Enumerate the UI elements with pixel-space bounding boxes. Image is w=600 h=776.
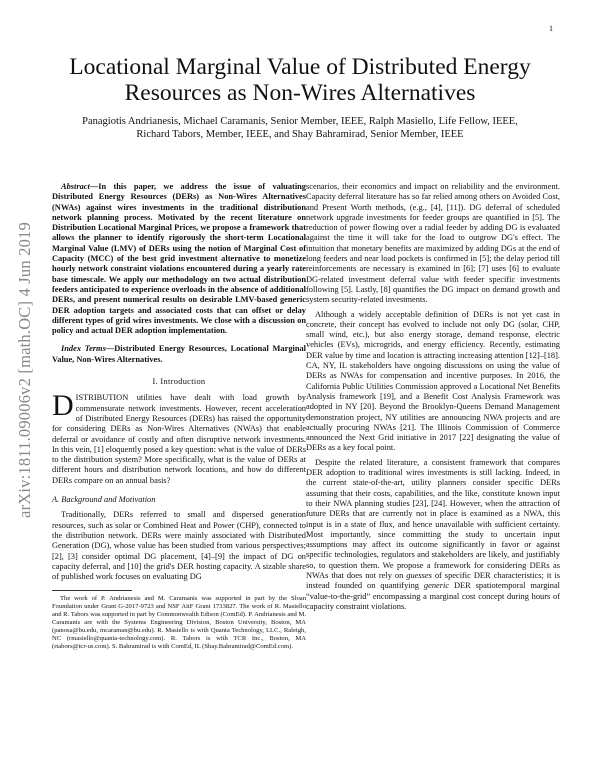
emphasis-guesses: guesses xyxy=(406,570,432,580)
paper-title: Locational Marginal Value of Distributed Energy Resources as Non-Wires Alternatives xyxy=(69,54,531,106)
right-paragraph-3-part-c: DER spatiotemporal marginal “value-to-the-grid” encompassing a marginal cost concept during hours of capacity constraint violations. xyxy=(306,581,561,611)
index-terms xyxy=(52,344,306,365)
footnote-rule xyxy=(52,590,132,591)
arxiv-stamp-text: arXiv:1811.09006v2 [math.OC] 4 Jun 2019 xyxy=(15,222,34,518)
right-paragraph-2: Although a widely acceptable definition of DERs is not yet cast in concrete, their concept has evolved to include not only DG (solar, CHP, small wind, etc.), but also energy storage, demand response, electric vehicles (EVs), microgrids, and energy efficiency. Recently, estimating DER value by time and location is attracting increasing attention [12]–[18]. CA, NY, IL stakeholders have ongoing discussions on using the value of DERs as NWAs for compensation and incentive purposes. In 2016, the California Public Utilities Commission approved a Locational Net Benefits Analysis framework [19], and a Benefit Cost Analysis Framework was adopted in NY [20]. Beyond the Brooklyn-Queens Demand Management demonstration project, NY utilities are announcing NWA projects and are actually procuring NWAs [21]. The Illinois Commission of Commerce announced the Next Grid initiative in 2017 [22] designating the value of DERs as a key focal point. xyxy=(306,309,560,453)
page-number: 1 xyxy=(549,24,553,33)
right-paragraph-3 xyxy=(306,458,560,612)
authors-line-2: Richard Tabors, Member, IEEE, and Shay Bahramirad, Senior Member, IEEE xyxy=(136,129,464,140)
right-column xyxy=(306,182,560,612)
background-paragraph: Traditionally, DERs referred to small and dispersed generation resources, such as solar or Combined Heat and Power (CHP), connected to the distribution network. DERs were mainly associated with Distributed Generation (DG), whose value has been studied from various perspectives; [2], [3] consider optimal DG placement, [4]–[9] the impact of DG on capacity deferral, and [10] the grid's DER hosting capacity. A sizable share of published work focuses on evaluating DG xyxy=(52,510,306,582)
emphasis-generic: generic xyxy=(423,581,450,591)
arxiv-stamp xyxy=(14,178,36,562)
abstract-label: Abstract xyxy=(61,182,90,191)
abstract xyxy=(52,182,306,336)
drop-cap: D xyxy=(52,389,74,423)
intro-paragraph-text: ISTRIBUTION utilities have dealt with load growth by commensurate network investments. However, recent acceleration of Distributed Energy Resources (DERs) has raised the opportunity for considering DERs as Non-Wires Alternatives (NWAs) that enable deferral or avoidance of costly and often disruptive network investments. In this vein, [1] eloquently posed a key question: what is the value of DERs to the distribution system? More specifically, what is the value of DERs at different hours and distribution network locations, and how do different DERs compare on an annual basis? xyxy=(52,393,306,485)
subsection-heading-background: A. Background and Motivation xyxy=(52,495,156,505)
footnote: The work of P. Andrianesis and M. Caramanis was supported in part by the Sloan Foundation under Grant G-2017-9723 and NSF AitF Grant 1733827. The work of R. Masiello and R. Tabors was supported in part by Commonwealth Edison (ComEd). P. Andrianesis and M. Caramanis are with the Systems Engineering Division, Boston University, Boston, MA (panosa@bu.edu, mcaraman@bu.edu). R. Masiello is with Quanta Technology, LLC., Raleigh, NC (rmasiello@quanta-technology.com). R. Tabors is with TCR Inc., Boston, MA (rtabors@tcr-us.com). S. Bahramirad is with ComEd, IL (Shay.Bahramirad@ComEd.com). xyxy=(52,595,306,651)
index-terms-text: —Distributed Energy Resources, Locational Marginal Value, Non-Wires Alternatives. xyxy=(52,344,307,364)
right-paragraph-3-part-a: Despite the related literature, a consistent framework that compares DER adoption to traditional wires investments is still lacking. Indeed, in the current state-of-the-art, utility planners consider specific DERs assuming that their costs, capabilities, and the like, constitute known input to their NWA planning studies [23], [24]. However, when the attraction of future DERs that are currently not in place is examined as a NWA, this input is in a state of flux, and hence unavailable with sufficient certainty. Most importantly, since committing the study to uncertain input assumptions may affect its outcome significantly in favor or against specific technologies, regulators and stakeholders are likely, and justifiably so, to question them. We propose a framework for considering DERs as NWAs that does not rely on xyxy=(306,457,560,580)
abstract-text: —In this paper, we address the issue of valuating Distributed Energy Resources (DERs) as Non-Wires Alternatives (NWAs) against wires investments in the traditional distribution network planning process. Motivated by the recent literature on Distribution Locational Marginal Prices, we propose a framework that allows the planner to identify rigorously the short-term Locational Marginal Value (LMV) of DERs using the notion of Marginal Cost of Capacity (MCC) of the best grid investment alternative to monetize hourly network constraint violations encountered during a yearly rate base timescale. We apply our methodology on two actual distribution feeders anticipated to experience overloads in the absence of additional DERs, and present numerical results on desirable LMV-based generic DER adoption targets and associated costs that can offset or delay different types of grid wires investments. We close with a discussion on policy and actual DER adoption implementation. xyxy=(52,182,306,336)
authors-line-1: Panagiotis Andrianesis, Michael Caramanis, Senior Member, IEEE, Ralph Masiello, Life Fellow, IEEE, xyxy=(82,116,518,127)
left-column xyxy=(52,182,306,651)
authors xyxy=(60,115,540,141)
right-paragraph-3-part-b: of specific DER characteristics; it is instead founded on quantifying xyxy=(306,570,561,591)
right-paragraph-1: scenarios, their economics and impact on reliability and the environment. Capacity deferral literature has so far relied among others on Avoided Cost, and Present Worth methods, (e.g., [4], [11]). DG deferral of scheduled network upgrade investments for feeder groups are quantified in [5]. The reduction of power flowing over a radial feeder by adding DG is evaluated against the time it will take for the load to outgrow DG's effect. The intuition that monetary benefits are maximized by adding DGs at the end of long feeders and near load pockets is confirmed in [5]; the delay period till reinforcements are necessary is examined in [6]; [7] uses [6] to evaluate DG-related investment deferral value with feeder specific investments following [5]. Lastly, [8] quantifies the DG impact on demand growth and system security-related investments. xyxy=(306,182,560,305)
index-terms-label: Index Terms xyxy=(61,344,106,354)
intro-paragraph xyxy=(52,389,306,486)
section-heading-introduction: I. Introduction xyxy=(152,377,206,387)
